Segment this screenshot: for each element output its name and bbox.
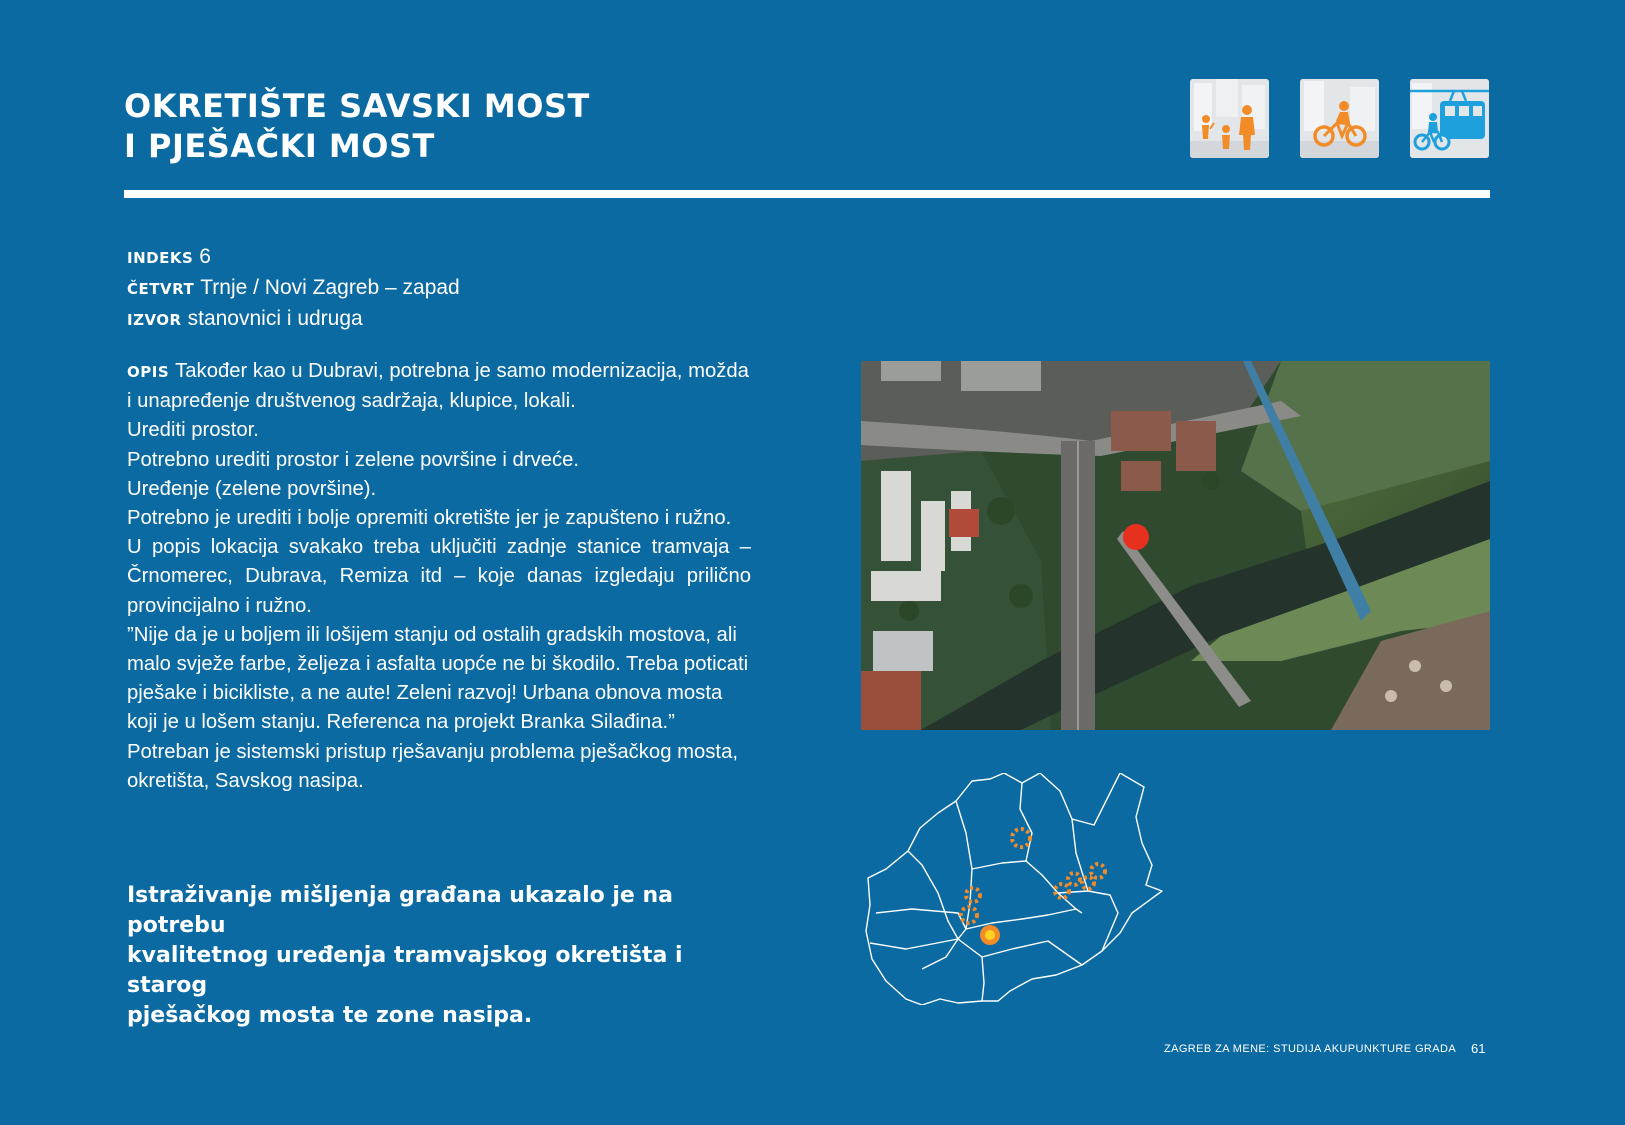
description-line: ”Nije da je u boljem ili lošijem stanju od ostalih gradskih mostova, ali — [127, 623, 737, 646]
footer-publication: ZAGREB ZA MENE: STUDIJA AKUPUNKTURE GRADA — [1164, 1043, 1457, 1055]
description-line: OPIS Također kao u Dubravi, potrebna je samo modernizacija, možda — [127, 360, 749, 382]
cetvrt-label: ČETVRT — [127, 280, 195, 298]
description-line: okretišta, Savskog nasipa. — [127, 769, 364, 792]
description-line: Potrebno urediti prostor i zelene površine i drveće. — [127, 448, 580, 471]
tram-cyclist-icon — [1410, 79, 1489, 158]
description-line: provincijalno i ružno. — [127, 594, 312, 617]
description-line: Črnomerec, Dubrava, Remiza itd – koje danas izgledaju prilično — [127, 565, 751, 588]
description-line: Potreban je sistemski pristup rješavanju problema pješačkog mosta, — [127, 740, 738, 763]
izvor-label: IZVOR — [127, 311, 182, 329]
summary-statement — [127, 881, 767, 1031]
description-line: Potrebno je urediti i bolje opremiti okretište jer je zapušteno i ružno. — [127, 507, 732, 530]
description-line: Urediti prostor. — [127, 419, 259, 442]
izvor-value: stanovnici i udruga — [187, 307, 363, 330]
meta-cetvrt — [127, 273, 460, 304]
page-number: 61 — [1471, 1041, 1486, 1056]
cyclist-icon — [1300, 79, 1379, 158]
aerial-photo — [861, 361, 1490, 730]
pedestrians-icon — [1190, 79, 1269, 158]
opis-label: OPIS — [127, 363, 170, 381]
description-line: pješake i bicikliste, a ne aute! Zeleni razvoj! Urbana obnova mosta — [127, 682, 723, 705]
location-meta — [127, 242, 460, 335]
description — [127, 357, 751, 796]
category-icons — [1190, 79, 1489, 158]
header-divider — [124, 190, 1490, 198]
description-line: koji je u lošem stanju. Referenca na projekt Branka Silađina.” — [127, 711, 675, 734]
page-title — [124, 86, 590, 166]
description-line: malo svježe farbe, željeza i asfalta uopće ne bi škodilo. Treba poticati — [127, 653, 749, 676]
indeks-label: INDEKS — [127, 249, 194, 267]
meta-indeks — [127, 242, 460, 273]
cetvrt-value: Trnje / Novi Zagreb – zapad — [200, 276, 460, 299]
summary-line-1: Istraživanje mišljenja građana ukazalo je na potrebu — [127, 883, 674, 938]
meta-izvor — [127, 304, 460, 335]
title-line-2: I PJEŠAČKI MOST — [124, 127, 435, 165]
location-marker — [1123, 524, 1149, 550]
description-line: Uređenje (zelene površine). — [127, 477, 377, 500]
description-line: i unapređenje društvenog sadržaja, klupice, lokali. — [127, 390, 576, 413]
summary-line-3: pješačkog mosta te zone nasipa. — [127, 1003, 533, 1028]
title-line-1: OKRETIŠTE SAVSKI MOST — [124, 87, 590, 125]
summary-line-2: kvalitetnog uređenja tramvajskog okretišta i starog — [127, 943, 683, 998]
description-line: U popis lokacija svakako treba uključiti zadnje stanice tramvaja – — [127, 536, 751, 559]
indeks-value: 6 — [199, 245, 211, 268]
district-map — [862, 773, 1172, 1005]
